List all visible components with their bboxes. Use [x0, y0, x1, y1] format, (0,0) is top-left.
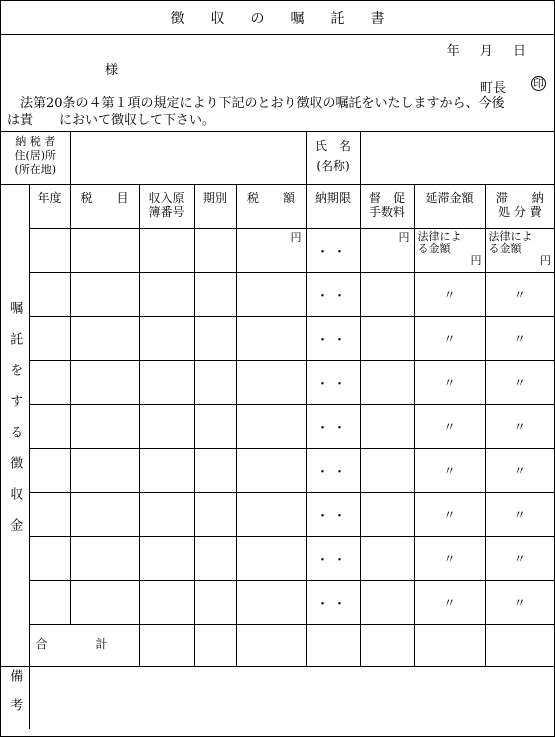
late-charge-cell[interactable]: 〃	[414, 492, 485, 536]
remarks-label: 備考	[1, 666, 29, 729]
reminder-fee-cell[interactable]	[360, 228, 414, 272]
amount-cell[interactable]	[236, 360, 306, 404]
reminder-fee-cell[interactable]	[360, 536, 414, 580]
table-row	[1, 580, 554, 624]
body-line-1: 法第20条の４第１項の規定により下記のとおり徴収の嘱託をいたしますから、今後	[20, 96, 505, 111]
tax-item-cell[interactable]	[70, 360, 139, 404]
late-charge-cell[interactable]: 法律によ る金額 円	[414, 228, 485, 272]
receipt-no-cell[interactable]	[139, 360, 194, 404]
table-row	[1, 404, 554, 448]
column-header-row	[1, 184, 554, 228]
period-cell[interactable]	[194, 404, 236, 448]
total-period-cell[interactable]	[194, 624, 236, 666]
year-cell[interactable]	[29, 448, 70, 492]
sender-title: 町長	[479, 81, 506, 96]
form-title: 徴収の嘱託書	[1, 1, 554, 35]
col-tax-item: 税 目	[70, 184, 139, 228]
due-date-cell[interactable]: ・・	[306, 360, 360, 404]
recipient-suffix: 様	[105, 63, 119, 78]
receipt-no-cell[interactable]	[139, 316, 194, 360]
reminder-fee-cell[interactable]	[360, 492, 414, 536]
col-year: 年度	[29, 184, 70, 228]
late-charge-cell[interactable]: 〃	[414, 404, 485, 448]
year-cell[interactable]	[29, 228, 70, 272]
total-amount-cell[interactable]	[236, 624, 306, 666]
receipt-no-cell[interactable]	[139, 404, 194, 448]
body-text	[7, 95, 548, 128]
year-cell[interactable]	[29, 316, 70, 360]
disposition-fee-cell[interactable]: 〃	[485, 272, 554, 316]
col-period: 期別	[194, 184, 236, 228]
date-field: 年 月 日	[446, 44, 534, 59]
reminder-fee-cell[interactable]	[360, 448, 414, 492]
amount-cell[interactable]	[236, 492, 306, 536]
yen-unit: 円	[290, 230, 302, 244]
table-row	[1, 360, 554, 404]
disposition-fee-cell[interactable]: 〃	[485, 536, 554, 580]
period-cell[interactable]	[194, 272, 236, 316]
reminder-fee-cell[interactable]	[360, 580, 414, 624]
total-disp-cell[interactable]	[485, 624, 554, 666]
yen-unit: 円	[398, 230, 410, 244]
late-charge-cell[interactable]: 〃	[414, 316, 485, 360]
late-charge-cell[interactable]: 〃	[414, 536, 485, 580]
period-cell[interactable]	[194, 580, 236, 624]
receipt-no-cell[interactable]	[139, 448, 194, 492]
tax-item-cell[interactable]	[70, 272, 139, 316]
disposition-fee-cell[interactable]: 〃	[485, 360, 554, 404]
period-cell[interactable]	[194, 448, 236, 492]
amount-cell[interactable]	[236, 228, 306, 272]
year-cell[interactable]	[29, 272, 70, 316]
due-date-cell[interactable]: ・・	[306, 228, 360, 272]
total-receipt-cell[interactable]	[139, 624, 194, 666]
total-due-cell[interactable]	[306, 624, 360, 666]
col-amount: 税 額	[236, 184, 306, 228]
disposition-fee-cell[interactable]: 〃	[485, 492, 554, 536]
tax-item-cell[interactable]	[70, 404, 139, 448]
tax-item-cell[interactable]	[70, 228, 139, 272]
reminder-fee-cell[interactable]	[360, 272, 414, 316]
amount-cell[interactable]	[236, 580, 306, 624]
late-charge-cell[interactable]: 〃	[414, 272, 485, 316]
receipt-no-cell[interactable]	[139, 272, 194, 316]
disposition-fee-cell[interactable]: 〃	[485, 316, 554, 360]
table-row	[1, 536, 554, 580]
col-due-date: 納期限	[306, 184, 360, 228]
taxpayer-address-label: 納 税 者 住(居)所 (所在地)	[1, 132, 70, 184]
year-cell[interactable]	[29, 360, 70, 404]
table-row	[1, 272, 554, 316]
tax-item-cell[interactable]	[70, 316, 139, 360]
col-receipt-no: 収入原 簿番号	[139, 184, 194, 228]
period-cell[interactable]	[194, 492, 236, 536]
section-label: 嘱託をする徴収金	[1, 184, 29, 666]
receipt-no-cell[interactable]	[139, 492, 194, 536]
remarks-field[interactable]	[29, 666, 554, 729]
receipt-no-cell[interactable]	[139, 536, 194, 580]
amount-cell[interactable]	[236, 404, 306, 448]
levy-table	[1, 132, 554, 729]
due-date-cell[interactable]: ・・	[306, 316, 360, 360]
receipt-no-cell[interactable]	[139, 580, 194, 624]
late-charge-cell[interactable]: 〃	[414, 580, 485, 624]
total-label: 合 計	[29, 624, 139, 666]
seal-mark: 印	[533, 77, 544, 90]
due-date-cell[interactable]: ・・	[306, 580, 360, 624]
period-cell[interactable]	[194, 536, 236, 580]
disposition-fee-cell[interactable]: 〃	[485, 580, 554, 624]
amount-cell[interactable]	[236, 536, 306, 580]
tax-item-cell[interactable]	[70, 492, 139, 536]
due-date-cell[interactable]: ・・	[306, 404, 360, 448]
receipt-no-cell[interactable]	[139, 228, 194, 272]
taxpayer-row	[1, 132, 554, 184]
due-date-cell[interactable]: ・・	[306, 448, 360, 492]
reminder-fee-cell[interactable]	[360, 404, 414, 448]
year-cell[interactable]	[29, 492, 70, 536]
year-cell[interactable]	[29, 536, 70, 580]
reminder-fee-cell[interactable]	[360, 360, 414, 404]
taxpayer-name-field[interactable]	[360, 132, 554, 184]
remarks-row	[1, 666, 554, 729]
form-header	[1, 35, 554, 132]
late-charge-cell[interactable]: 〃	[414, 360, 485, 404]
total-reminder-cell[interactable]	[360, 624, 414, 666]
table-row	[1, 492, 554, 536]
period-cell[interactable]	[194, 316, 236, 360]
taxpayer-address-field[interactable]	[70, 132, 306, 184]
amount-cell[interactable]	[236, 448, 306, 492]
total-late-cell[interactable]	[414, 624, 485, 666]
disposition-fee-cell[interactable]: 法律によ る金額 円	[485, 228, 554, 272]
year-cell[interactable]	[29, 580, 70, 624]
period-cell[interactable]	[194, 360, 236, 404]
body-line-2: は貴 において徴収して下さい。	[7, 113, 216, 128]
col-late-charge: 延滞金額	[414, 184, 485, 228]
tax-item-cell[interactable]	[70, 536, 139, 580]
col-reminder-fee: 督 促 手数料	[360, 184, 414, 228]
taxpayer-name-label: 氏 名 (名称)	[306, 132, 360, 184]
table-row	[1, 316, 554, 360]
tax-item-cell[interactable]	[70, 448, 139, 492]
disposition-fee-cell[interactable]: 〃	[485, 448, 554, 492]
amount-cell[interactable]	[236, 272, 306, 316]
disposition-fee-cell[interactable]: 〃	[485, 404, 554, 448]
period-cell[interactable]	[194, 228, 236, 272]
table-row	[1, 448, 554, 492]
due-date-cell[interactable]: ・・	[306, 492, 360, 536]
col-disposition-fee: 滞 納 処 分 費	[485, 184, 554, 228]
reminder-fee-cell[interactable]	[360, 316, 414, 360]
due-date-cell[interactable]: ・・	[306, 272, 360, 316]
total-row	[1, 624, 554, 666]
table-row	[1, 228, 554, 272]
year-cell[interactable]	[29, 404, 70, 448]
due-date-cell[interactable]: ・・	[306, 536, 360, 580]
amount-cell[interactable]	[236, 316, 306, 360]
late-charge-cell[interactable]: 〃	[414, 448, 485, 492]
tax-item-cell[interactable]	[70, 580, 139, 624]
